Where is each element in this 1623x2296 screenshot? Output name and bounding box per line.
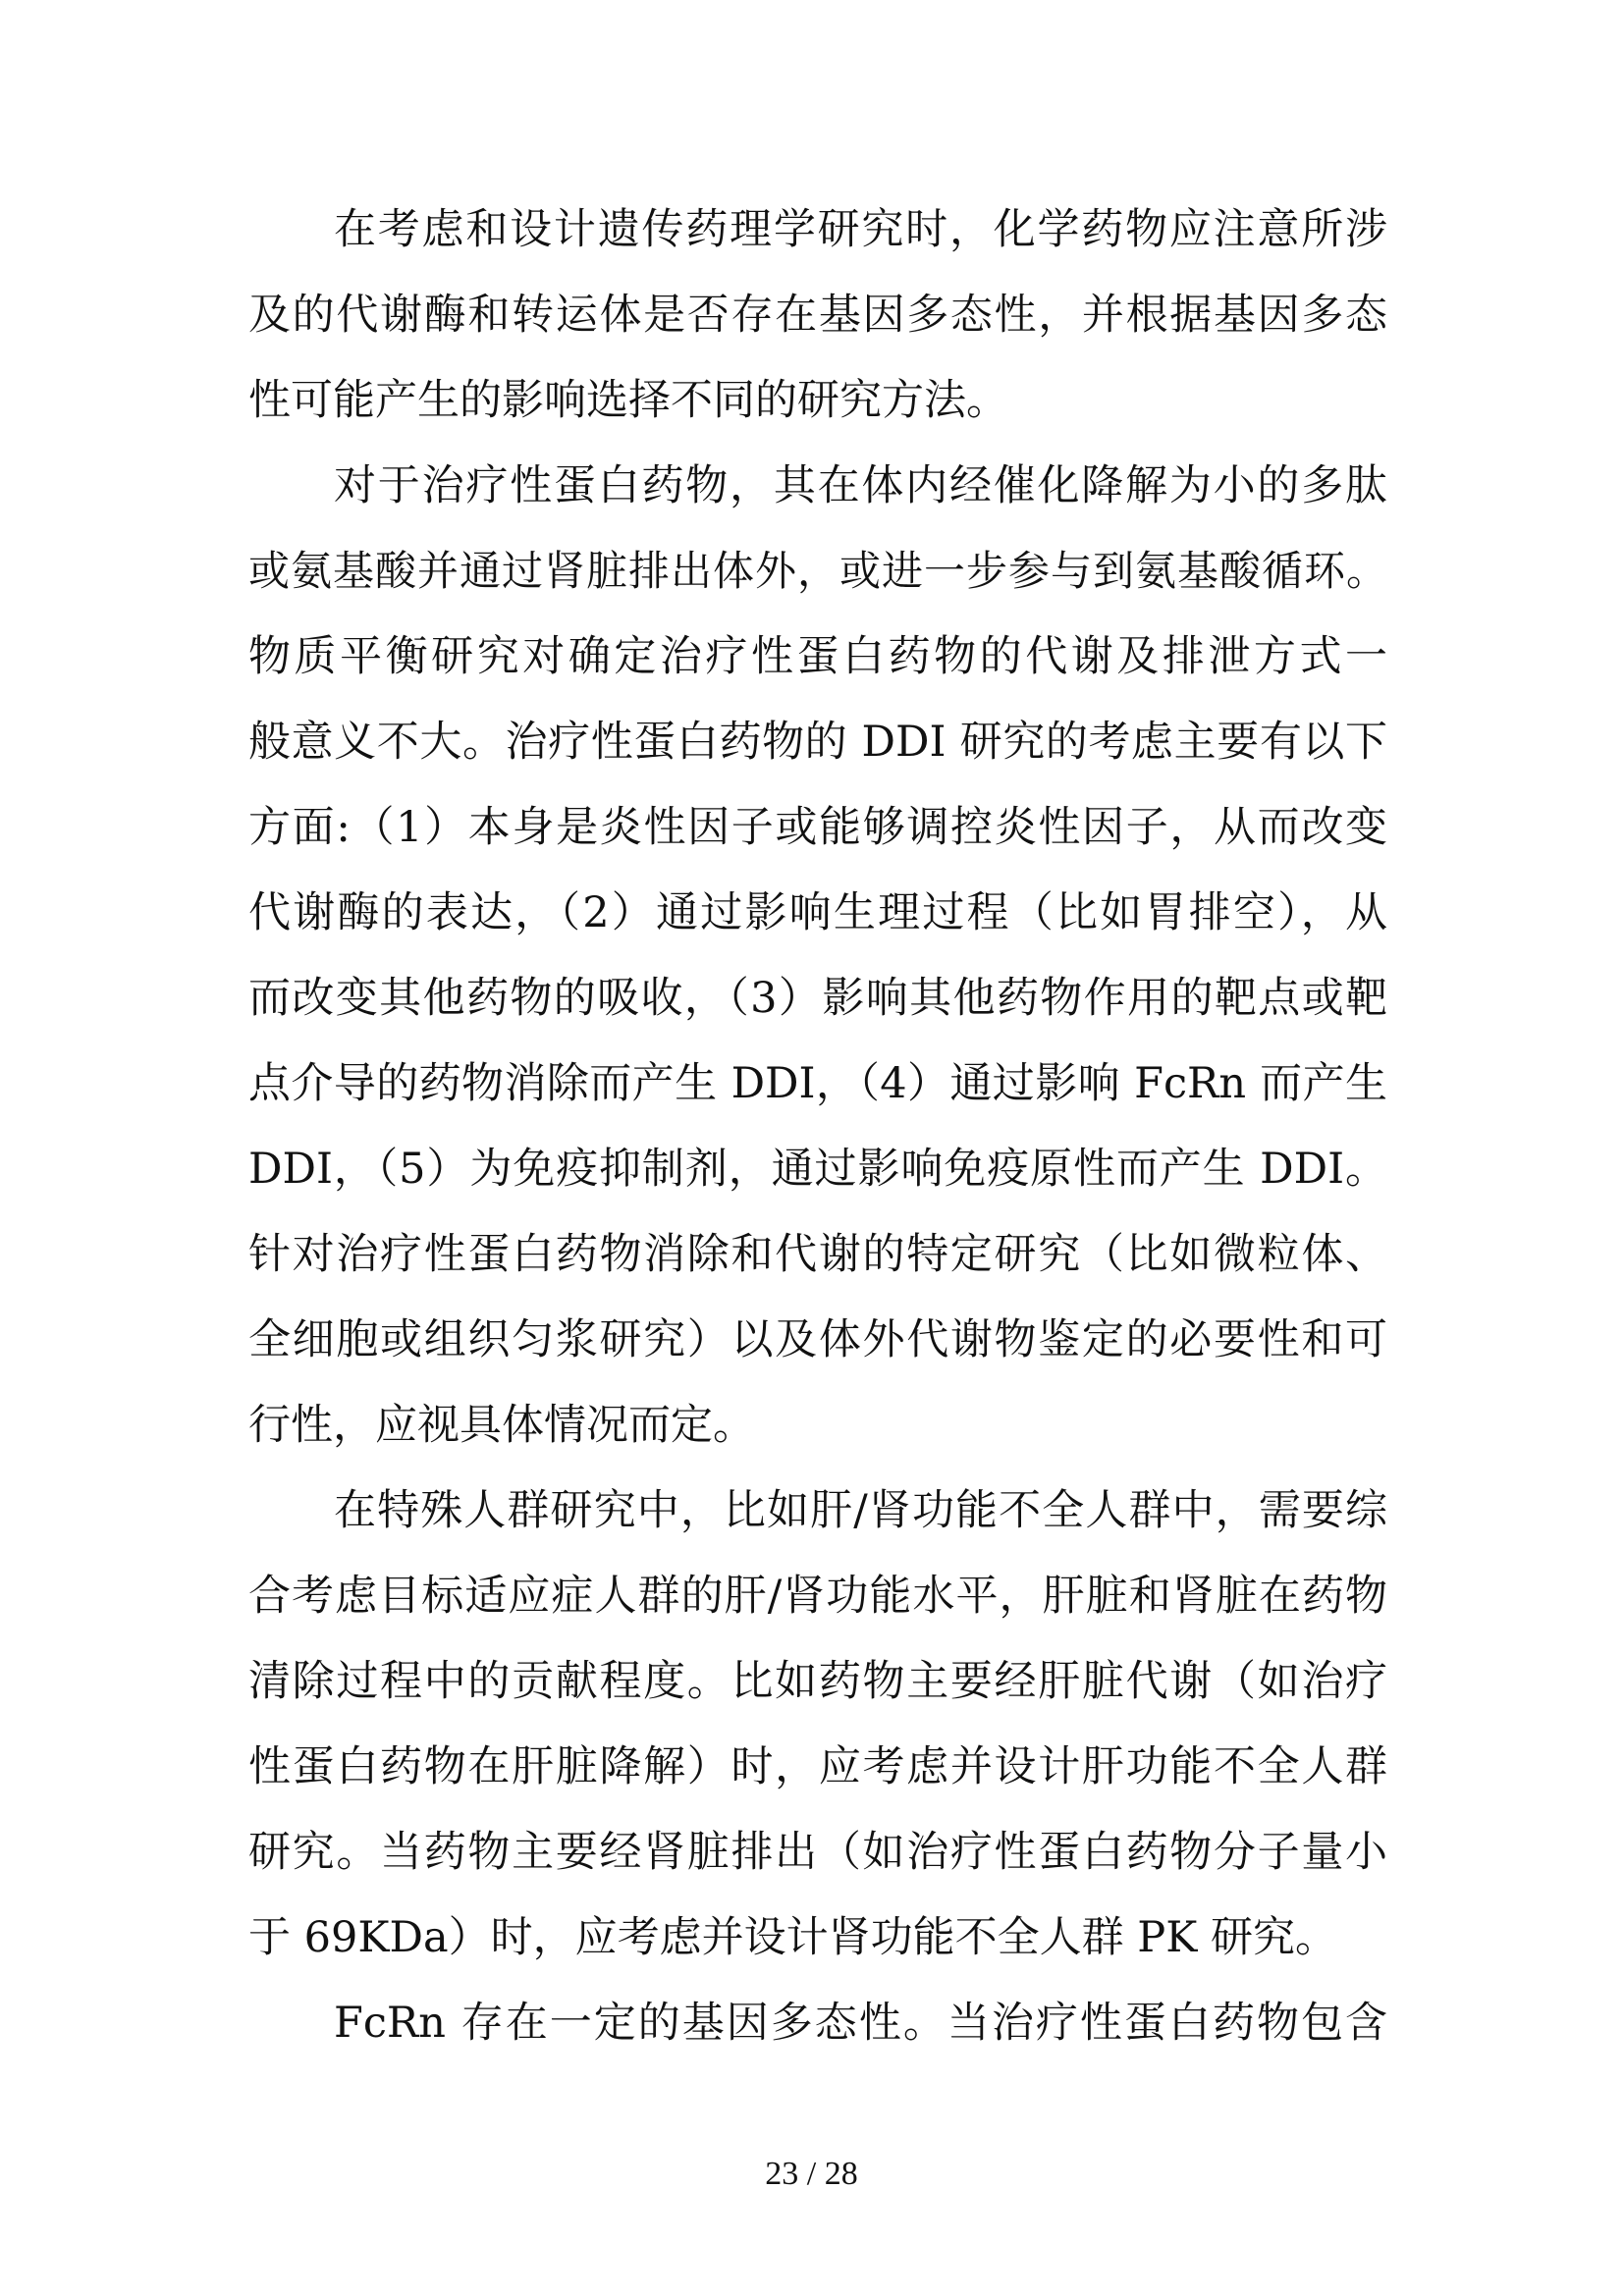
- page-number: 23 / 28: [765, 2156, 858, 2192]
- paragraph-1-line-2: 及的代谢酶和转运体是否存在基因多态性，并根据基因多态: [248, 291, 1387, 340]
- paragraph-2-line-5: 方面:（1）本身是炎性因子或能够调控炎性因子，从而改变: [248, 803, 1387, 852]
- paragraph-3-line-6: 于 69KDa）时，应考虑并设计肾功能不全人群 PK 研究。: [248, 1913, 1338, 1962]
- paragraph-1-line-3: 性可能产生的影响选择不同的研究方法。: [248, 376, 1008, 425]
- paragraph-3-line-5: 研究。当药物主要经肾脏排出（如治疗性蛋白药物分子量小: [248, 1828, 1387, 1877]
- paragraph-3-line-4: 性蛋白药物在肝脏降解）时，应考虑并设计肝功能不全人群: [248, 1742, 1387, 1791]
- paragraph-1-line-1: 在考虑和设计遗传药理学研究时，化学药物应注意所涉: [334, 205, 1387, 254]
- paragraph-3-line-3: 清除过程中的贡献程度。比如药物主要经肝脏代谢（如治疗: [248, 1657, 1387, 1706]
- paragraph-2-line-6: 代谢酶的表达，（2）通过影响生理过程（比如胃排空），从: [248, 888, 1387, 937]
- paragraph-2-line-12: 行性，应视具体情况而定。: [248, 1401, 755, 1450]
- paragraph-2-line-11: 全细胞或组织匀浆研究）以及体外代谢物鉴定的必要性和可: [248, 1315, 1387, 1364]
- paragraph-2-line-2: 或氨基酸并通过肾脏排出体外，或进一步参与到氨基酸循环。: [248, 547, 1387, 595]
- paragraph-3-line-2: 合考虑目标适应症人群的肝/肾功能水平，肝脏和肾脏在药物: [248, 1572, 1387, 1621]
- paragraph-2-line-7: 而改变其他药物的吸收，（3）影响其他药物作用的靶点或靶: [248, 974, 1387, 1023]
- paragraph-4-line-1: FcRn 存在一定的基因多态性。当治疗性蛋白药物包含: [334, 1999, 1387, 2048]
- paragraph-2-line-1: 对于治疗性蛋白药物，其在体内经催化降解为小的多肽: [334, 461, 1387, 510]
- paragraph-3-line-1: 在特殊人群研究中，比如肝/肾功能不全人群中，需要综: [334, 1486, 1387, 1535]
- paragraph-2-line-10: 针对治疗性蛋白药物消除和代谢的特定研究（比如微粒体、: [248, 1230, 1387, 1279]
- paragraph-2-line-9: DDI，（5）为免疫抑制剂，通过影响免疫原性而产生 DDI。: [248, 1145, 1387, 1194]
- paragraph-2-line-8: 点介导的药物消除而产生 DDI，（4）通过影响 FcRn 而产生: [248, 1059, 1387, 1108]
- paragraph-2-line-4: 般意义不大。治疗性蛋白药物的 DDI 研究的考虑主要有以下: [248, 718, 1387, 767]
- paragraph-2-line-3: 物质平衡研究对确定治疗性蛋白药物的代谢及排泄方式一: [248, 632, 1387, 681]
